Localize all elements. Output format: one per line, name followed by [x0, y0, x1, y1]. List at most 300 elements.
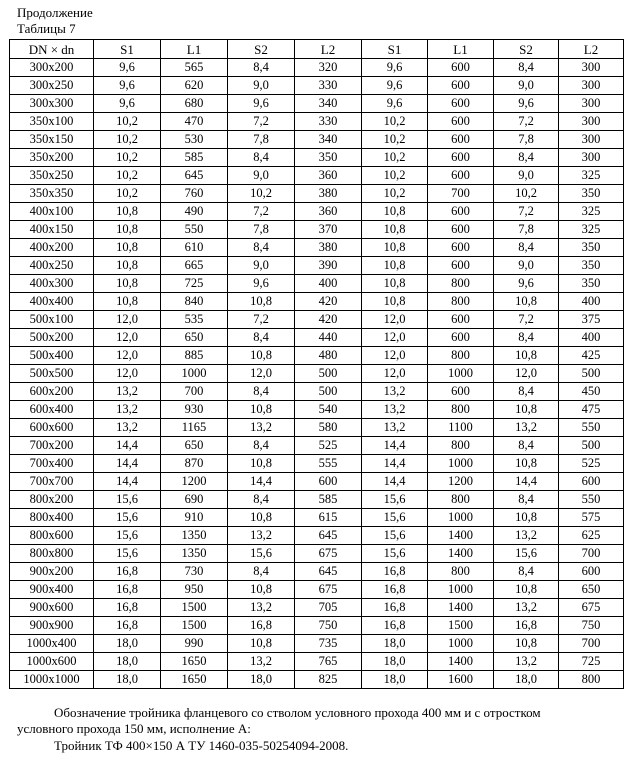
table-cell: 300: [559, 149, 624, 167]
table-cell: 425: [559, 347, 624, 365]
size-cell: 300x200: [10, 59, 94, 77]
table-cell: 8,4: [228, 59, 295, 77]
table-cell: 10,8: [362, 257, 428, 275]
size-cell: 1000x400: [10, 635, 94, 653]
table-cell: 9,6: [94, 59, 161, 77]
table-cell: 7,8: [228, 221, 295, 239]
table-cell: 13,2: [494, 419, 559, 437]
table-cell: 370: [295, 221, 362, 239]
table-cell: 645: [295, 563, 362, 581]
table-cell: 10,2: [494, 185, 559, 203]
table-cell: 9,6: [362, 77, 428, 95]
table-cell: 360: [295, 203, 362, 221]
table-cell: 15,6: [362, 491, 428, 509]
table-cell: 650: [161, 329, 228, 347]
table-cell: 350: [559, 239, 624, 257]
table-cell: 16,8: [228, 617, 295, 635]
table-cell: 350: [559, 275, 624, 293]
table-cell: 10,2: [94, 131, 161, 149]
table-cell: 16,8: [94, 599, 161, 617]
table-cell: 16,8: [494, 617, 559, 635]
table-cell: 12,0: [94, 311, 161, 329]
table-row: [10, 527, 624, 545]
table-cell: 610: [161, 239, 228, 257]
table-cell: 665: [161, 257, 228, 275]
table-row: [10, 149, 624, 167]
table-cell: 765: [295, 653, 362, 671]
size-cell: 350x350: [10, 185, 94, 203]
table-cell: 600: [559, 473, 624, 491]
size-cell: 500x400: [10, 347, 94, 365]
table-cell: 580: [295, 419, 362, 437]
table-cell: 420: [295, 311, 362, 329]
table-cell: 800: [428, 347, 494, 365]
table-cell: 1165: [161, 419, 228, 437]
table-cell: 300: [559, 113, 624, 131]
table-row: [10, 491, 624, 509]
table-cell: 480: [295, 347, 362, 365]
table-cell: 800: [559, 671, 624, 689]
table-cell: 400: [559, 329, 624, 347]
table-cell: 8,4: [494, 437, 559, 455]
table-row: [10, 221, 624, 239]
table-cell: 600: [428, 77, 494, 95]
table-cell: 10,2: [362, 113, 428, 131]
table-cell: 12,0: [94, 329, 161, 347]
size-cell: 700x200: [10, 437, 94, 455]
table-cell: 675: [295, 545, 362, 563]
table-cell: 1000: [428, 509, 494, 527]
table-cell: 600: [428, 113, 494, 131]
table-cell: 9,0: [228, 77, 295, 95]
table-cell: 735: [295, 635, 362, 653]
table-cell: 550: [559, 419, 624, 437]
table-cell: 825: [295, 671, 362, 689]
table-cell: 10,8: [94, 203, 161, 221]
table-cell: 18,0: [494, 671, 559, 689]
size-cell: 900x200: [10, 563, 94, 581]
size-cell: 300x300: [10, 95, 94, 113]
table-cell: 8,4: [228, 239, 295, 257]
table-row: [10, 671, 624, 689]
table-cell: 10,8: [228, 455, 295, 473]
table-cell: 10,8: [94, 275, 161, 293]
table-cell: 9,6: [362, 95, 428, 113]
table-cell: 8,4: [228, 149, 295, 167]
table-cell: 10,8: [494, 509, 559, 527]
table-cell: 325: [559, 203, 624, 221]
table-cell: 1400: [428, 527, 494, 545]
table-cell: 7,8: [494, 221, 559, 239]
table-cell: 10,8: [362, 239, 428, 257]
table-cell: 730: [161, 563, 228, 581]
table-cell: 400: [295, 275, 362, 293]
table-cell: 10,8: [494, 293, 559, 311]
table-row: [10, 59, 624, 77]
table-row: [10, 185, 624, 203]
size-cell: 400x250: [10, 257, 94, 275]
column-header-s1-alt: S1: [362, 40, 428, 59]
table-cell: 12,0: [228, 365, 295, 383]
table-cell: 750: [559, 617, 624, 635]
table-cell: 760: [161, 185, 228, 203]
table-cell: 7,2: [494, 203, 559, 221]
size-cell: 600x600: [10, 419, 94, 437]
table-row: [10, 509, 624, 527]
table-row: [10, 239, 624, 257]
table-cell: 15,6: [362, 527, 428, 545]
size-cell: 900x900: [10, 617, 94, 635]
table-cell: 725: [559, 653, 624, 671]
table-cell: 10,2: [94, 185, 161, 203]
table-row: [10, 545, 624, 563]
size-cell: 1000x1000: [10, 671, 94, 689]
table-cell: 1400: [428, 599, 494, 617]
table-cell: 700: [559, 635, 624, 653]
table-cell: 15,6: [362, 509, 428, 527]
table-cell: 7,8: [228, 131, 295, 149]
size-cell: 350x150: [10, 131, 94, 149]
table-cell: 620: [161, 77, 228, 95]
table-cell: 1500: [161, 617, 228, 635]
table-cell: 10,2: [228, 185, 295, 203]
table-cell: 7,2: [494, 311, 559, 329]
size-cell: 400x300: [10, 275, 94, 293]
table-cell: 14,4: [228, 473, 295, 491]
table-cell: 600: [428, 257, 494, 275]
table-cell: 18,0: [94, 635, 161, 653]
size-cell: 800x400: [10, 509, 94, 527]
table-cell: 400: [559, 293, 624, 311]
table-row: [10, 455, 624, 473]
size-cell: 600x200: [10, 383, 94, 401]
table-cell: 1500: [428, 617, 494, 635]
table-cell: 420: [295, 293, 362, 311]
table-row: [10, 653, 624, 671]
table-cell: 1650: [161, 671, 228, 689]
table-cell: 10,8: [228, 509, 295, 527]
size-cell: 400x400: [10, 293, 94, 311]
table-cell: 15,6: [362, 545, 428, 563]
table-row: [10, 293, 624, 311]
table-cell: 645: [295, 527, 362, 545]
table-cell: 700: [161, 383, 228, 401]
table-cell: 600: [428, 131, 494, 149]
table-cell: 9,0: [494, 167, 559, 185]
table-cell: 14,4: [494, 473, 559, 491]
table-cell: 300: [559, 95, 624, 113]
table-cell: 7,2: [228, 203, 295, 221]
size-cell: 1000x600: [10, 653, 94, 671]
table-cell: 615: [295, 509, 362, 527]
table-cell: 530: [161, 131, 228, 149]
table-cell: 12,0: [362, 329, 428, 347]
table-cell: 13,2: [362, 419, 428, 437]
table-cell: 1400: [428, 653, 494, 671]
table-cell: 8,4: [494, 239, 559, 257]
table-cell: 16,8: [362, 599, 428, 617]
table-cell: 18,0: [362, 635, 428, 653]
table-cell: 9,6: [362, 59, 428, 77]
table-cell: 325: [559, 167, 624, 185]
table-cell: 600: [428, 239, 494, 257]
table-cell: 600: [428, 167, 494, 185]
table-cell: 380: [295, 239, 362, 257]
table-cell: 650: [559, 581, 624, 599]
table-cell: 18,0: [362, 653, 428, 671]
table-cell: 10,2: [94, 113, 161, 131]
table-cell: 475: [559, 401, 624, 419]
table-cell: 675: [295, 581, 362, 599]
table-cell: 1600: [428, 671, 494, 689]
table-cell: 10,8: [94, 257, 161, 275]
table-cell: 15,6: [94, 527, 161, 545]
table-cell: 525: [295, 437, 362, 455]
table-cell: 680: [161, 95, 228, 113]
table-row: [10, 401, 624, 419]
table-cell: 1350: [161, 545, 228, 563]
table-cell: 675: [559, 599, 624, 617]
table-cell: 15,6: [228, 545, 295, 563]
table-cell: 535: [161, 311, 228, 329]
table-row: [10, 419, 624, 437]
table-row: [10, 365, 624, 383]
table-cell: 500: [295, 365, 362, 383]
table-cell: 380: [295, 185, 362, 203]
table-row: [10, 437, 624, 455]
table-cell: 9,6: [228, 275, 295, 293]
table-cell: 10,8: [362, 293, 428, 311]
size-cell: 700x700: [10, 473, 94, 491]
table-cell: 7,2: [494, 113, 559, 131]
size-cell: 350x250: [10, 167, 94, 185]
table-cell: 10,8: [228, 293, 295, 311]
table-row: [10, 95, 624, 113]
table-cell: 13,2: [94, 419, 161, 437]
table-row: [10, 347, 624, 365]
size-cell: 700x400: [10, 455, 94, 473]
column-header-l2: L2: [295, 40, 362, 59]
table-cell: 645: [161, 167, 228, 185]
table-row: [10, 77, 624, 95]
table-cell: 800: [428, 491, 494, 509]
table-cell: 330: [295, 77, 362, 95]
table-header-row: [10, 40, 624, 59]
table-cell: 1100: [428, 419, 494, 437]
size-cell: 900x400: [10, 581, 94, 599]
table-cell: 13,2: [494, 653, 559, 671]
table-cell: 14,4: [94, 455, 161, 473]
table-cell: 9,0: [494, 257, 559, 275]
table-cell: 1350: [161, 527, 228, 545]
table-cell: 540: [295, 401, 362, 419]
table-cell: 10,8: [94, 221, 161, 239]
table-cell: 15,6: [94, 545, 161, 563]
table-cell: 13,2: [94, 383, 161, 401]
table-cell: 600: [428, 203, 494, 221]
table-cell: 390: [295, 257, 362, 275]
table-cell: 550: [161, 221, 228, 239]
size-cell: 400x150: [10, 221, 94, 239]
table-cell: 10,8: [94, 293, 161, 311]
size-cell: 400x100: [10, 203, 94, 221]
table-cell: 14,4: [94, 473, 161, 491]
table-cell: 555: [295, 455, 362, 473]
designation-example: Тройник ТФ 400×150 А ТУ 1460-035-50254094-2008.: [54, 738, 349, 753]
table-cell: 15,6: [94, 509, 161, 527]
table-cell: 800: [428, 437, 494, 455]
size-cell: 350x200: [10, 149, 94, 167]
size-cell: 600x400: [10, 401, 94, 419]
table-cell: 1000: [428, 581, 494, 599]
designation-note-continued: условного прохода 150 мм, исполнение А:: [17, 721, 251, 736]
table-cell: 375: [559, 311, 624, 329]
table-cell: 500: [559, 437, 624, 455]
table-cell: 10,8: [494, 401, 559, 419]
table-cell: 800: [428, 293, 494, 311]
table-cell: 13,2: [494, 527, 559, 545]
table-cell: 8,4: [228, 563, 295, 581]
size-cell: 800x800: [10, 545, 94, 563]
table-cell: 16,8: [362, 617, 428, 635]
table-cell: 350: [559, 185, 624, 203]
table-cell: 12,0: [362, 365, 428, 383]
table-cell: 300: [559, 59, 624, 77]
table-row: [10, 113, 624, 131]
table-cell: 600: [428, 311, 494, 329]
table-cell: 16,8: [94, 563, 161, 581]
table-cell: 8,4: [228, 491, 295, 509]
caption-continuation: Продолжение: [17, 5, 93, 20]
table-cell: 625: [559, 527, 624, 545]
table-cell: 10,2: [362, 131, 428, 149]
table-cell: 565: [161, 59, 228, 77]
table-cell: 16,8: [362, 581, 428, 599]
table-cell: 1000: [428, 365, 494, 383]
table-cell: 8,4: [494, 563, 559, 581]
table-cell: 13,2: [94, 401, 161, 419]
table-cell: 10,8: [362, 221, 428, 239]
table-row: [10, 581, 624, 599]
table-cell: 325: [559, 221, 624, 239]
table-cell: 340: [295, 95, 362, 113]
table-row: [10, 563, 624, 581]
table-cell: 800: [428, 401, 494, 419]
table-row: [10, 275, 624, 293]
table-cell: 500: [559, 365, 624, 383]
size-cell: 500x100: [10, 311, 94, 329]
table-cell: 600: [428, 59, 494, 77]
table-cell: 18,0: [94, 653, 161, 671]
table-cell: 470: [161, 113, 228, 131]
table-row: [10, 599, 624, 617]
table-cell: 9,0: [228, 257, 295, 275]
table-cell: 14,4: [362, 437, 428, 455]
table-cell: 14,4: [94, 437, 161, 455]
table-cell: 705: [295, 599, 362, 617]
table-cell: 12,0: [362, 311, 428, 329]
table-cell: 12,0: [94, 365, 161, 383]
table-cell: 13,2: [362, 383, 428, 401]
table-cell: 16,8: [94, 617, 161, 635]
table-cell: 13,2: [494, 599, 559, 617]
table-cell: 14,4: [362, 455, 428, 473]
table-cell: 525: [559, 455, 624, 473]
table-cell: 885: [161, 347, 228, 365]
table-row: [10, 167, 624, 185]
table-cell: 12,0: [94, 347, 161, 365]
table-cell: 8,4: [494, 491, 559, 509]
table-cell: 10,2: [94, 149, 161, 167]
table-cell: 490: [161, 203, 228, 221]
table-cell: 10,2: [94, 167, 161, 185]
table-row: [10, 131, 624, 149]
table-cell: 13,2: [228, 599, 295, 617]
table-cell: 9,6: [94, 77, 161, 95]
table-cell: 10,2: [362, 185, 428, 203]
table-cell: 10,8: [228, 401, 295, 419]
table-cell: 10,2: [362, 167, 428, 185]
column-header-s2: S2: [228, 40, 295, 59]
table-cell: 13,2: [362, 401, 428, 419]
table-cell: 330: [295, 113, 362, 131]
size-cell: 400x200: [10, 239, 94, 257]
table-cell: 725: [161, 275, 228, 293]
size-cell: 350x100: [10, 113, 94, 131]
table-cell: 12,0: [362, 347, 428, 365]
table-cell: 440: [295, 329, 362, 347]
table-cell: 350: [295, 149, 362, 167]
table-cell: 340: [295, 131, 362, 149]
table-cell: 16,8: [94, 581, 161, 599]
table-cell: 10,8: [228, 581, 295, 599]
table-cell: 930: [161, 401, 228, 419]
table-cell: 575: [559, 509, 624, 527]
table-cell: 8,4: [494, 383, 559, 401]
table-cell: 550: [559, 491, 624, 509]
table-cell: 12,0: [494, 365, 559, 383]
table-cell: 10,8: [362, 275, 428, 293]
table-row: [10, 383, 624, 401]
table-row: [10, 203, 624, 221]
table-row: [10, 311, 624, 329]
table-cell: 690: [161, 491, 228, 509]
table-cell: 9,0: [494, 77, 559, 95]
table-cell: 18,0: [94, 671, 161, 689]
table-cell: 10,8: [228, 635, 295, 653]
table-cell: 1200: [428, 473, 494, 491]
table-cell: 18,0: [228, 671, 295, 689]
table-cell: 600: [428, 329, 494, 347]
table-cell: 500: [295, 383, 362, 401]
table-cell: 9,6: [94, 95, 161, 113]
table-cell: 15,6: [94, 491, 161, 509]
table-cell: 10,8: [94, 239, 161, 257]
column-header-l2-alt: L2: [559, 40, 624, 59]
table-cell: 7,2: [228, 113, 295, 131]
table-cell: 450: [559, 383, 624, 401]
table-cell: 10,8: [362, 203, 428, 221]
table-cell: 13,2: [228, 419, 295, 437]
table-cell: 700: [559, 545, 624, 563]
table-cell: 9,6: [494, 95, 559, 113]
table-cell: 600: [559, 563, 624, 581]
table-cell: 600: [428, 221, 494, 239]
table-cell: 360: [295, 167, 362, 185]
table-cell: 18,0: [362, 671, 428, 689]
table-cell: 800: [428, 275, 494, 293]
table-cell: 910: [161, 509, 228, 527]
